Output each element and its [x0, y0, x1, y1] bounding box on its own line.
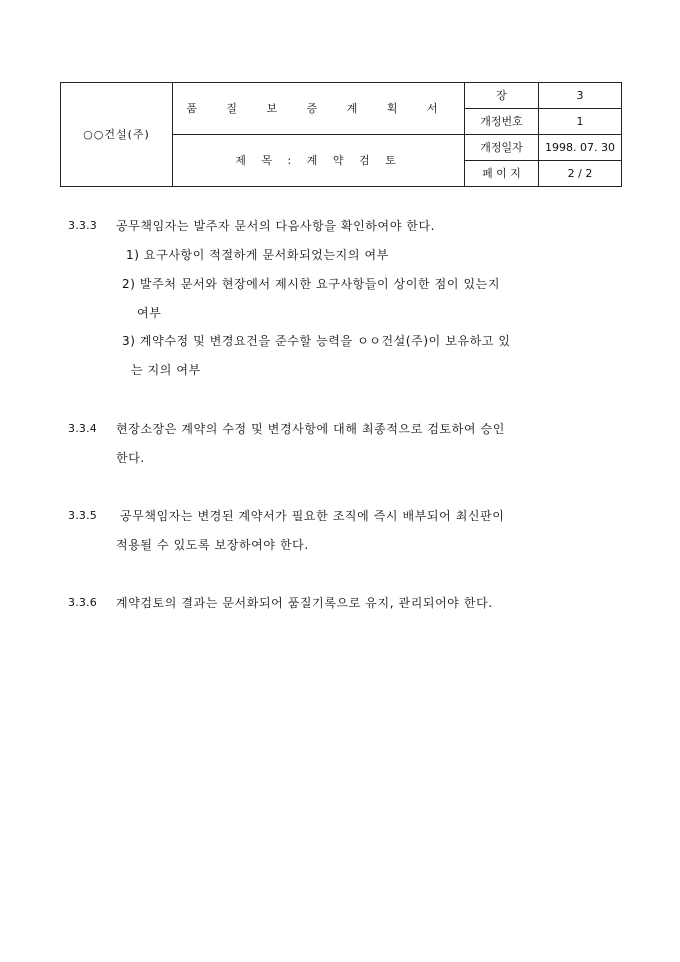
page-value: 2 / 2 [539, 161, 622, 187]
document-title: 품 질 보 증 계 획 서 [173, 83, 465, 135]
list-item-333-2-cont: 여부 [137, 306, 162, 320]
section-text-334-line2: 한다. [116, 451, 145, 465]
section-text-333: 공무책임자는 발주자 문서의 다음사항을 확인하여야 한다. [116, 219, 436, 233]
page-label: 페 이 지 [465, 161, 539, 187]
section-text-335-line2: 적용될 수 있도록 보장하여야 한다. [116, 538, 309, 552]
section-number-334: 3.3.4 [68, 422, 97, 435]
chapter-value: 3 [539, 83, 622, 109]
section-number-333: 3.3.3 [68, 219, 97, 232]
revision-date-label: 개정일자 [465, 135, 539, 161]
company-name: ○○건설(주) [61, 83, 173, 187]
document-header-table [60, 82, 622, 187]
revision-number-label: 개정번호 [465, 109, 539, 135]
section-number-335: 3.3.5 [68, 509, 97, 522]
revision-date-value: 1998. 07. 30 [539, 135, 622, 161]
list-item-333-1: 1) 요구사항이 적절하게 문서화되었는지의 여부 [126, 248, 389, 262]
list-item-333-3-cont: 는 지의 여부 [131, 363, 201, 377]
section-text-334-line1: 현장소장은 계약의 수정 및 변경사항에 대해 최종적으로 검토하여 승인 [116, 422, 505, 436]
section-number-336: 3.3.6 [68, 596, 97, 609]
section-text-336-line1: 계약검토의 결과는 문서화되어 품질기록으로 유지, 관리되어야 한다. [116, 596, 493, 610]
list-item-333-3: 3) 계약수정 및 변경요건을 준수할 능력을 ㅇㅇ건설(주)이 보유하고 있 [122, 334, 511, 348]
revision-number-value: 1 [539, 109, 622, 135]
section-text-335-line1: 공무책임자는 변경된 계약서가 필요한 조직에 즉시 배부되어 최신판이 [120, 509, 505, 523]
chapter-label: 장 [465, 83, 539, 109]
document-subject: 제 목 : 계 약 검 토 [173, 135, 465, 187]
list-item-333-2: 2) 발주처 문서와 현장에서 제시한 요구사항들이 상이한 점이 있는지 [122, 277, 501, 291]
